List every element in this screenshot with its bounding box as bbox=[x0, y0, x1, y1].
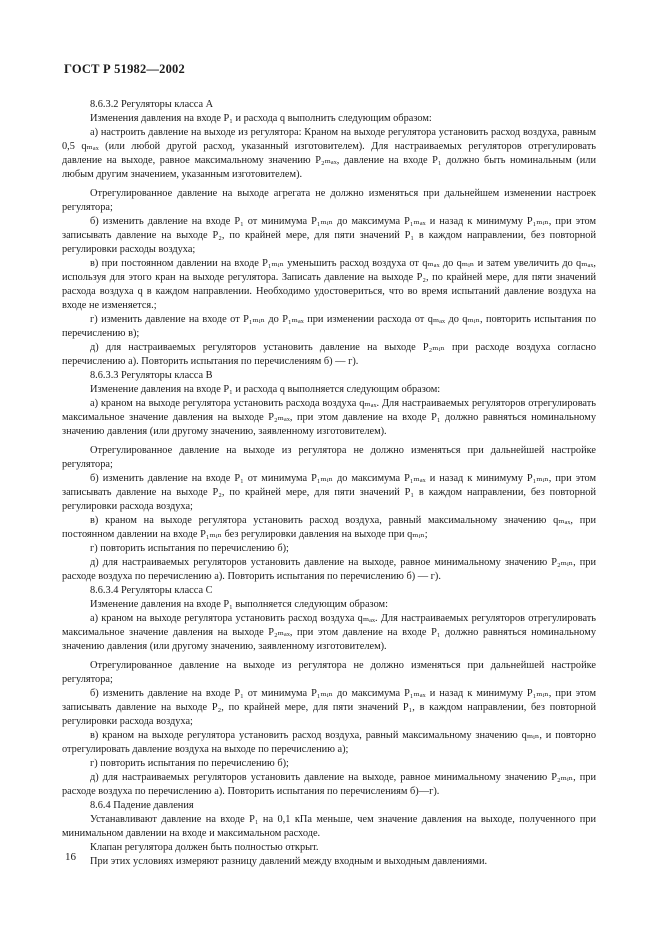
page-number: 16 bbox=[65, 851, 76, 863]
section-heading-8-6-3-4: 8.6.3.4 Регуляторы класса С bbox=[90, 585, 213, 596]
list-item-v: в) краном на выходе регулятора установить расход воздуха, равный максимальному значению qₘᵢₙ, и повторно отрегулировать давление воздуха на выходе по перечислению а); bbox=[62, 730, 596, 755]
list-item-a: а) настроить давление на выходе из регулятора: Краном на выходе регулятора установить расход воздуха, равным 0,5 qₘₐₓ (или любой другой расход, указанный изготовителем). Для настраиваемых регуляторов отрегулировать давление на выходе, равное максимальному значению P₂ₘₐₓ, давление на входе P₁ должно быть номинальным (или любым другим значением, указанным изготовителем). bbox=[62, 127, 596, 180]
section-heading-8-6-4: 8.6.4 Падение давления bbox=[90, 800, 194, 811]
list-item-d: д) для настраиваемых регуляторов установить давление на выходе P₂ₘᵢₙ при расходе воздуха согласно перечислению а). Повторить испытания по перечислениям б) — г). bbox=[62, 342, 596, 367]
paragraph: Отрегулированное давление на выходе агрегата не должно изменяться при дальнейшем изменении настроек регулятора; bbox=[62, 188, 596, 213]
paragraph: Изменение давления на входе P₁ выполняется следующим образом: bbox=[90, 599, 388, 610]
list-item-g: г) повторить испытания по перечислению б); bbox=[90, 758, 289, 769]
document-header: ГОСТ Р 51982—2002 bbox=[64, 62, 185, 76]
list-item-v: в) краном на выходе регулятора установить расход воздуха, равный максимальному значению qₘₐₓ, при постоянном давлении на входе P₁ₘᵢₙ без регулировки давления на выходе при qₘᵢₙ; bbox=[62, 515, 596, 540]
list-item-g: г) изменить давление на входе от P₁ₘᵢₙ до P₁ₘₐₓ при изменении расхода от qₘₐₓ до qₘᵢₙ, повторить испытания по перечислению в); bbox=[62, 314, 596, 339]
list-item-a: а) краном на выходе регулятора установить расхода воздуха qₘₐₓ. Для настраиваемых регуляторов отрегулировать максимальное значение давления на выходе P₂ₘₐₓ, при этом давление на входе P₁ должно равняться номинальному значению давления (или другому значению, заявленному изготовителем). bbox=[62, 398, 596, 437]
section-heading-8-6-3-2: 8.6.3.2 Регуляторы класса А bbox=[90, 99, 214, 110]
list-item-b: б) изменить давление на входе P₁ от минимума P₁ₘᵢₙ до максимума P₁ₘₐₓ и назад к минимуму P₁ₘᵢₙ, при этом записывать давление на выходе P₂, по крайней мере, для пяти значений P₁, в каждом направлении, без повторной регулировки расхода воздуха; bbox=[62, 688, 596, 727]
paragraph: Отрегулированное давление на выходе из регулятора не должно изменяться при дальнейшей настройке регулятора; bbox=[62, 445, 596, 470]
paragraph: Устанавливают давление на входе P₁ на 0,1 кПа меньше, чем значение давления на выходе, полученного при минимальном давлении на входе и максимальном расходе. bbox=[62, 814, 596, 839]
list-item-a: а) краном на выходе регулятора установить расход воздуха qₘₐₓ. Для настраиваемых регуляторов отрегулировать максимальное значение давления на выходе P₂ₘₐₓ, при этом давление на входе P₁ должно равняться номинальному значению давления (или другому значению, заявленному изготовителем). bbox=[62, 613, 596, 652]
list-item-d: д) для настраиваемых регуляторов установить давление на выходе, равное минимальному значению P₂ₘᵢₙ, при расходе воздуха по перечислению а). Повторить испытания по перечислению б) — г). bbox=[62, 557, 596, 582]
document-body bbox=[62, 98, 596, 869]
list-item-g: г) повторить испытания по перечислению б); bbox=[90, 543, 289, 554]
paragraph: При этих условиях измеряют разницу давлений между входным и выходным давлениями. bbox=[90, 856, 488, 867]
list-item-v: в) при постоянном давлении на входе P₁ₘᵢₙ уменьшить расход воздуха от qₘₐₓ до qₘᵢₙ и затем увеличить до qₘₐₓ, используя для этого кран на выходе регулятора. Записать давление на выходе P₂, по крайней мере, для пяти значений расхода воздуха q в каждом направлении. Необходимо удостовериться, что во время испытаний давление воздуха на входе не изменяется.; bbox=[62, 258, 596, 311]
paragraph: Клапан регулятора должен быть полностью открыт. bbox=[90, 842, 319, 853]
list-item-b: б) изменить давление на входе P₁ от минимума P₁ₘᵢₙ до максимума P₁ₘₐₓ и назад к минимуму P₁ₘᵢₙ, при этом записывать давление на выходе P₂, по крайней мере, для пяти значений P₁ в каждом направлении, без повторной регулировки расходы воздуха; bbox=[62, 216, 596, 255]
paragraph: Изменения давления на входе P₁ и расхода q выполнить следующим образом: bbox=[90, 113, 432, 124]
section-heading-8-6-3-3: 8.6.3.3 Регуляторы класса В bbox=[90, 370, 213, 381]
paragraph: Отрегулированное давление на выходе из регулятора не должно изменяться при дальнейшей настройке регулятора; bbox=[62, 660, 596, 685]
list-item-d: д) для настраиваемых регуляторов установить давление на выходе, равное минимальному значению P₂ₘᵢₙ, при расходе воздуха по перечислению а). Повторить испытания по перечислениям б)—г). bbox=[62, 772, 596, 797]
paragraph: Изменение давления на входе P₁ и расхода q выполняется следующим образом: bbox=[90, 384, 441, 395]
list-item-b: б) изменить давление на входе P₁ от минимума P₁ₘᵢₙ до максимума P₁ₘₐₓ и назад к минимуму P₁ₘᵢₙ, при этом записывать давление на выходе P₂, по крайней мере, для пяти значений P₁ в каждом направлении, без повторной регулировки расхода воздуха; bbox=[62, 473, 596, 512]
